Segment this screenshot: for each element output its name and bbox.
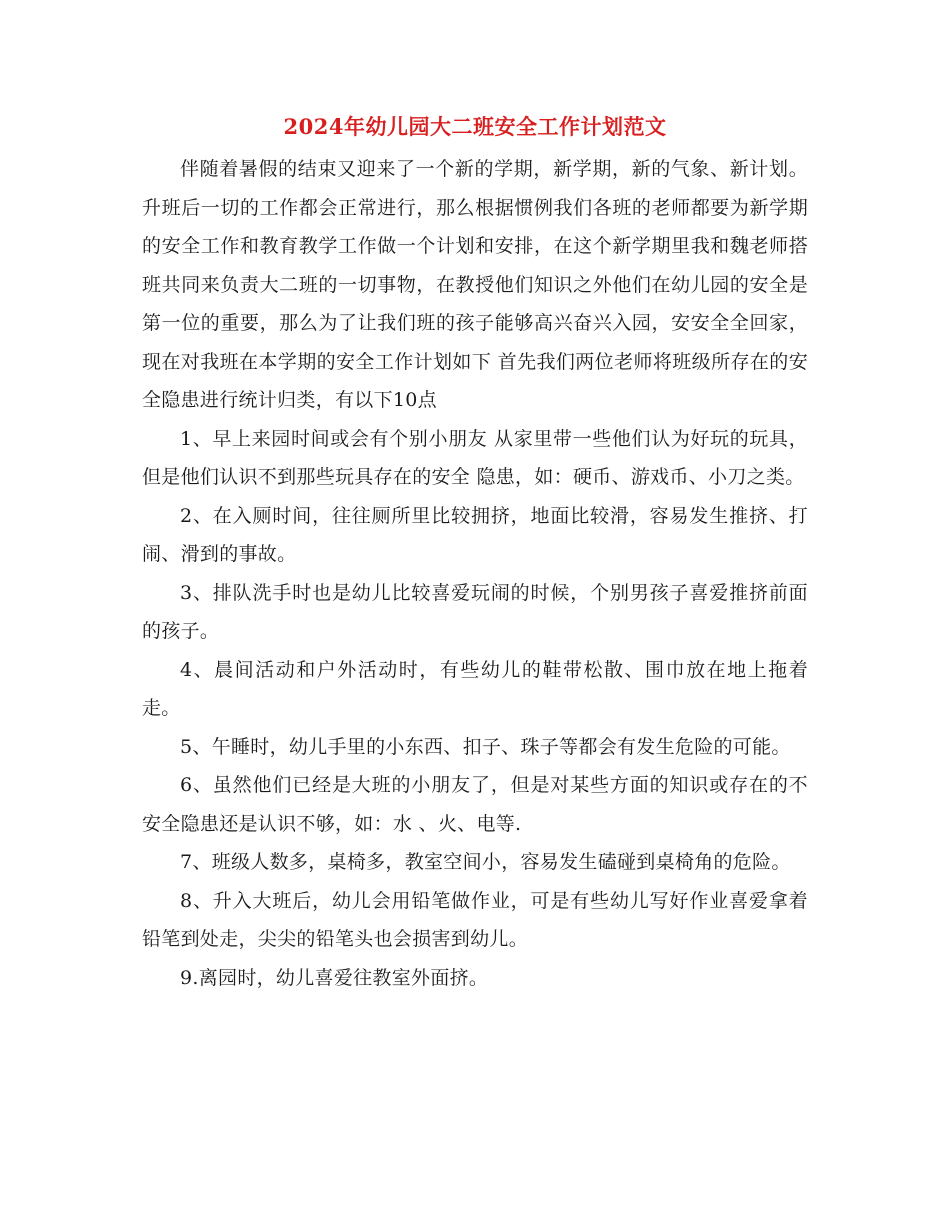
list-item-9: 9.离园时，幼儿喜爱往教室外面挤。 [180, 966, 489, 989]
list-item-7: 7、班级人数多，桌椅多，教室空间小，容易发生磕碰到桌椅角的危险。 [180, 851, 791, 873]
list-item-4: 4、晨间活动和户外活动时，有些幼儿的鞋带松散、围巾放在地上拖着走。 [142, 658, 808, 719]
list-item-8: 8、升入大班后，幼儿会用铅笔做作业，可是有些幼儿写好作业喜爱拿着铅笔到处走，尖尖的铅笔头也会损害到幼儿。 [142, 889, 808, 950]
list-item-1: 1、早上来园时间或会有个别小朋友 从家里带一些他们认为好玩的玩具，但是他们认识不到那些玩具存在的安全 隐患，如：硬币、游戏币、小刀之类。 [142, 427, 808, 488]
list-item-3: 3、排队洗手时也是幼儿比较喜爱玩闹的时候，个别男孩子喜爱推挤前面的孩子。 [142, 581, 808, 642]
list-item-2: 2、在入厕时间，往往厕所里比较拥挤，地面比较滑，容易发生推挤、打闹、滑到的事故。 [142, 504, 808, 565]
document-title: 2024年幼儿园大二班安全工作计划范文 [283, 114, 667, 139]
intro-paragraph: 伴随着暑假的结束又迎来了一个新的学期，新学期，新的气象、新计划。升班后一切的工作都会正常进行，那么根据惯例我们各班的老师都要为新学期的安全工作和教育教学工作做一个计划和安排，在这个新学期里我和魏老师搭班共同来负责大二班的一切事物，在教授他们知识之外他们在幼儿园的安全是第一位的重要，那么为了让我们班的孩子能够高兴奋兴入园，安安全全回家，现在对我班在本学期的安全工作计划如下 首先我们两位老师将班级所存在的安全隐患进行统计归类，有以下10点 [142, 158, 808, 411]
document-body [142, 150, 808, 997]
list-item-5: 5、午睡时，幼儿手里的小东西、扣子、珠子等都会有发生危险的可能。 [180, 735, 791, 758]
list-item-6: 6、虽然他们已经是大班的小朋友了，但是对某些方面的知识或存在的不安全隐患还是认识不够，如：水 、火、电等. [142, 774, 808, 835]
